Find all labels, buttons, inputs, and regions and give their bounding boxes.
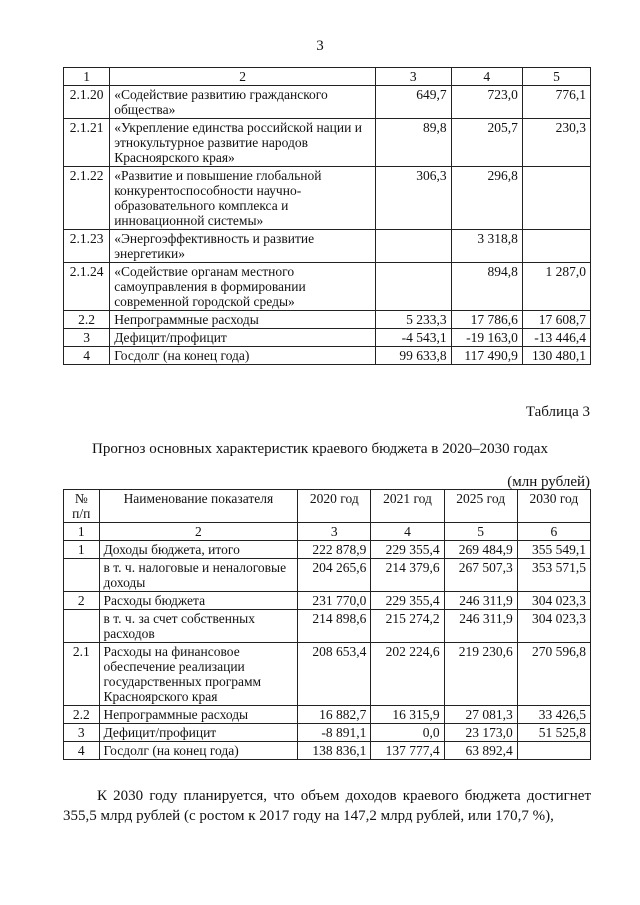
table-row [64,119,591,167]
table-header-row [64,68,591,86]
column-header-cell: Наименование показателя [99,490,298,523]
value-cell: -19 163,0 [451,329,522,347]
column-header-cell: 2021 год [371,490,444,523]
table-row [64,610,591,643]
column-number-cell: 1 [64,68,110,86]
row-number-cell: 1 [64,541,100,559]
indicator-name-cell: Дефицит/профицит [110,329,376,347]
budget-forecast-table [63,489,591,760]
indicator-name-cell: «Энергоэффективность и развитие энергетики» [110,230,376,263]
row-number-cell: 2.1.22 [64,167,110,230]
value-cell: -13 446,4 [522,329,590,347]
table-row [64,311,591,329]
column-number-cell: 4 [371,523,444,541]
value-cell: 23 173,0 [444,724,517,742]
indicator-name-cell: «Укрепление единства российской нации и этнокультурное развитие народов Красноярского края» [110,119,376,167]
value-cell: 229 355,4 [371,592,444,610]
value-cell: 202 224,6 [371,643,444,706]
indicator-name-cell: «Содействие органам местного самоуправления в формировании современной городской среды» [110,263,376,311]
value-cell: 353 571,5 [517,559,590,592]
value-cell: 894,8 [451,263,522,311]
value-cell [522,167,590,230]
value-cell: 229 355,4 [371,541,444,559]
column-header-cell: 2020 год [298,490,371,523]
value-cell: -4 543,1 [375,329,451,347]
table-row [64,329,591,347]
row-number-cell: 2.1 [64,643,100,706]
value-cell: 776,1 [522,86,590,119]
value-cell: 17 608,7 [522,311,590,329]
value-cell: 222 878,9 [298,541,371,559]
value-cell: 723,0 [451,86,522,119]
value-cell [522,230,590,263]
table-row [64,559,591,592]
value-cell: 219 230,6 [444,643,517,706]
column-number-cell: 3 [375,68,451,86]
row-number-cell: 4 [64,742,100,760]
row-number-cell: 2.1.24 [64,263,110,311]
value-cell: 1 287,0 [522,263,590,311]
table-row [64,86,591,119]
indicator-name-cell: Расходы бюджета [99,592,298,610]
indicator-name-cell: «Содействие развитию гражданского общества» [110,86,376,119]
table-row [64,541,591,559]
table-row [64,724,591,742]
value-cell [517,742,590,760]
value-cell: 270 596,8 [517,643,590,706]
value-cell: 355 549,1 [517,541,590,559]
table-row [64,347,591,365]
column-numbers-row [64,523,591,541]
table-title: Прогноз основных характеристик краевого бюджета в 2020–2030 годах [92,441,548,457]
column-header-cell: № п/п [64,490,100,523]
value-cell: 117 490,9 [451,347,522,365]
value-cell: 33 426,5 [517,706,590,724]
value-cell: 99 633,8 [375,347,451,365]
value-cell: 27 081,3 [444,706,517,724]
value-cell: 0,0 [371,724,444,742]
value-cell: 246 311,9 [444,592,517,610]
table-row [64,263,591,311]
value-cell: 304 023,3 [517,592,590,610]
column-number-cell: 6 [517,523,590,541]
value-cell: 3 318,8 [451,230,522,263]
indicator-name-cell: Дефицит/профицит [99,724,298,742]
table-row [64,706,591,724]
value-cell: 204 265,6 [298,559,371,592]
indicator-name-cell: Госдолг (на конец года) [99,742,298,760]
table-row [64,230,591,263]
value-cell [375,230,451,263]
value-cell: 130 480,1 [522,347,590,365]
indicator-name-cell: Непрограммные расходы [110,311,376,329]
value-cell: 63 892,4 [444,742,517,760]
column-number-cell: 5 [522,68,590,86]
value-cell: 51 525,8 [517,724,590,742]
row-number-cell: 3 [64,724,100,742]
table-row [64,167,591,230]
value-cell: 215 274,2 [371,610,444,643]
programs-expenses-table [63,67,591,365]
unit-note: (млн рублей) [507,474,590,490]
value-cell: 205,7 [451,119,522,167]
indicator-name-cell: в т. ч. налоговые и неналоговые доходы [99,559,298,592]
indicator-name-cell: Расходы на финансовое обеспечение реализации государственных программ Красноярского края [99,643,298,706]
value-cell: 267 507,3 [444,559,517,592]
row-number-cell: 2.1.23 [64,230,110,263]
value-cell: 296,8 [451,167,522,230]
value-cell: 89,8 [375,119,451,167]
value-cell: 231 770,0 [298,592,371,610]
row-number-cell: 2.2 [64,311,110,329]
table-header-row [64,490,591,523]
value-cell: -8 891,1 [298,724,371,742]
row-number-cell: 4 [64,347,110,365]
column-number-cell: 5 [444,523,517,541]
row-number-cell: 2.2 [64,706,100,724]
page-number: 3 [316,38,324,54]
indicator-name-cell: Госдолг (на конец года) [110,347,376,365]
value-cell: 214 379,6 [371,559,444,592]
value-cell: 16 882,7 [298,706,371,724]
value-cell: 16 315,9 [371,706,444,724]
column-number-cell: 4 [451,68,522,86]
column-header-cell: 2030 год [517,490,590,523]
table-row [64,592,591,610]
column-number-cell: 2 [99,523,298,541]
value-cell: 269 484,9 [444,541,517,559]
indicator-name-cell: Доходы бюджета, итого [99,541,298,559]
column-number-cell: 1 [64,523,100,541]
column-number-cell: 3 [298,523,371,541]
row-number-cell: 2 [64,592,100,610]
table-row [64,742,591,760]
row-number-cell: 2.1.20 [64,86,110,119]
value-cell: 649,7 [375,86,451,119]
row-number-cell [64,610,100,643]
row-number-cell [64,559,100,592]
value-cell: 17 786,6 [451,311,522,329]
indicator-name-cell: Непрограммные расходы [99,706,298,724]
row-number-cell: 2.1.21 [64,119,110,167]
column-number-cell: 2 [110,68,376,86]
value-cell: 214 898,6 [298,610,371,643]
value-cell [375,263,451,311]
table-row [64,643,591,706]
value-cell: 138 836,1 [298,742,371,760]
indicator-name-cell: в т. ч. за счет собственных расходов [99,610,298,643]
value-cell: 246 311,9 [444,610,517,643]
row-number-cell: 3 [64,329,110,347]
value-cell: 304 023,3 [517,610,590,643]
column-header-cell: 2025 год [444,490,517,523]
value-cell: 137 777,4 [371,742,444,760]
value-cell: 306,3 [375,167,451,230]
body-paragraph: К 2030 году планируется, что объем доходов краевого бюджета достигнет 355,5 млрд рублей (с ростом к 2017 году на 147,2 млрд рублей, или 170,7 %), [63,788,591,824]
value-cell: 5 233,3 [375,311,451,329]
table-number-label: Таблица 3 [525,404,590,420]
value-cell: 230,3 [522,119,590,167]
indicator-name-cell: «Развитие и повышение глобальной конкурентоспособности научно-образовательного комплекса и инновационной системы» [110,167,376,230]
value-cell: 208 653,4 [298,643,371,706]
